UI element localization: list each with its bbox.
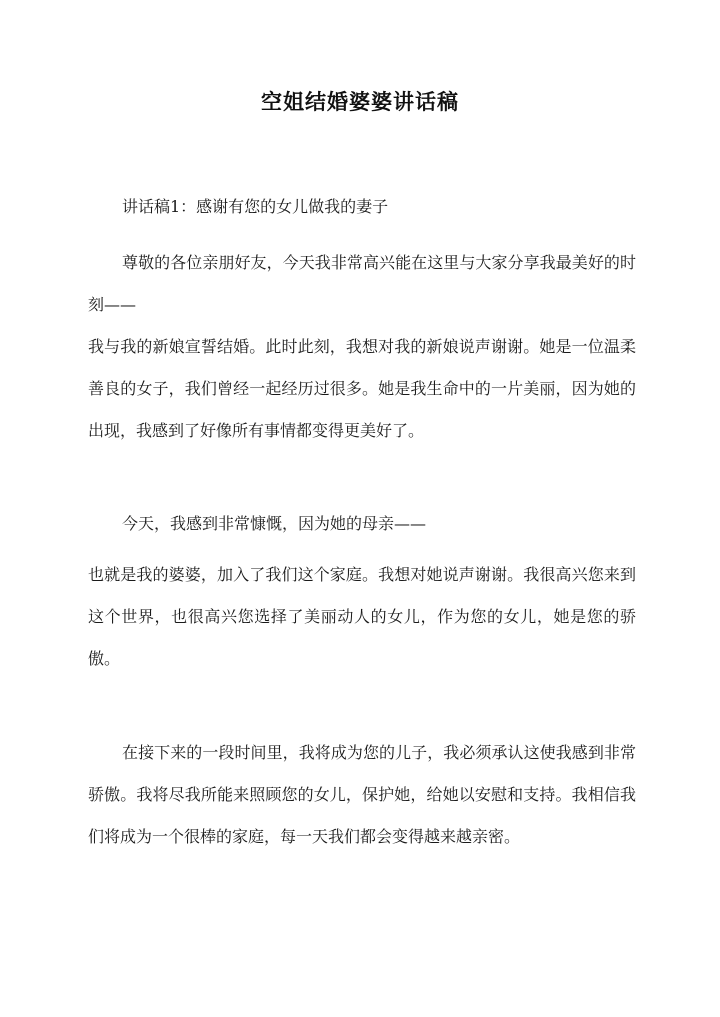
- paragraph-4: 也就是我的婆婆，加入了我们这个家庭。我想对她说声谢谢。我很高兴您来到这个世界，也很高兴您选择了美丽动人的女儿，作为您的女儿，她是您的骄傲。: [88, 565, 636, 668]
- document-title: 空姐结婚婆婆讲话稿: [261, 89, 459, 114]
- paragraph-3: 今天，我感到非常慷慨，因为她的母亲——: [122, 514, 427, 533]
- speech-subheading: 讲话稿1：感谢有您的女儿做我的妻子: [122, 197, 389, 216]
- paragraph-2: 我与我的新娘宣誓结婚。此时此刻，我想对我的新娘说声谢谢。她是一位温柔善良的女子，我们曾经一起经历过很多。她是我生命中的一片美丽，因为她的出现，我感到了好像所有事情都变得更美好了。: [88, 337, 636, 440]
- paragraph-5: 在接下来的一段时间里，我将成为您的儿子，我必须承认这使我感到非常骄傲。我将尽我所能来照顾您的女儿，保护她，给她以安慰和支持。我相信我们将成为一个很棒的家庭，每一天我们都会变得越来越亲密。: [88, 743, 636, 846]
- paragraph-1: 尊敬的各位亲朋好友，今天我非常高兴能在这里与大家分享我最美好的时刻——: [88, 253, 636, 314]
